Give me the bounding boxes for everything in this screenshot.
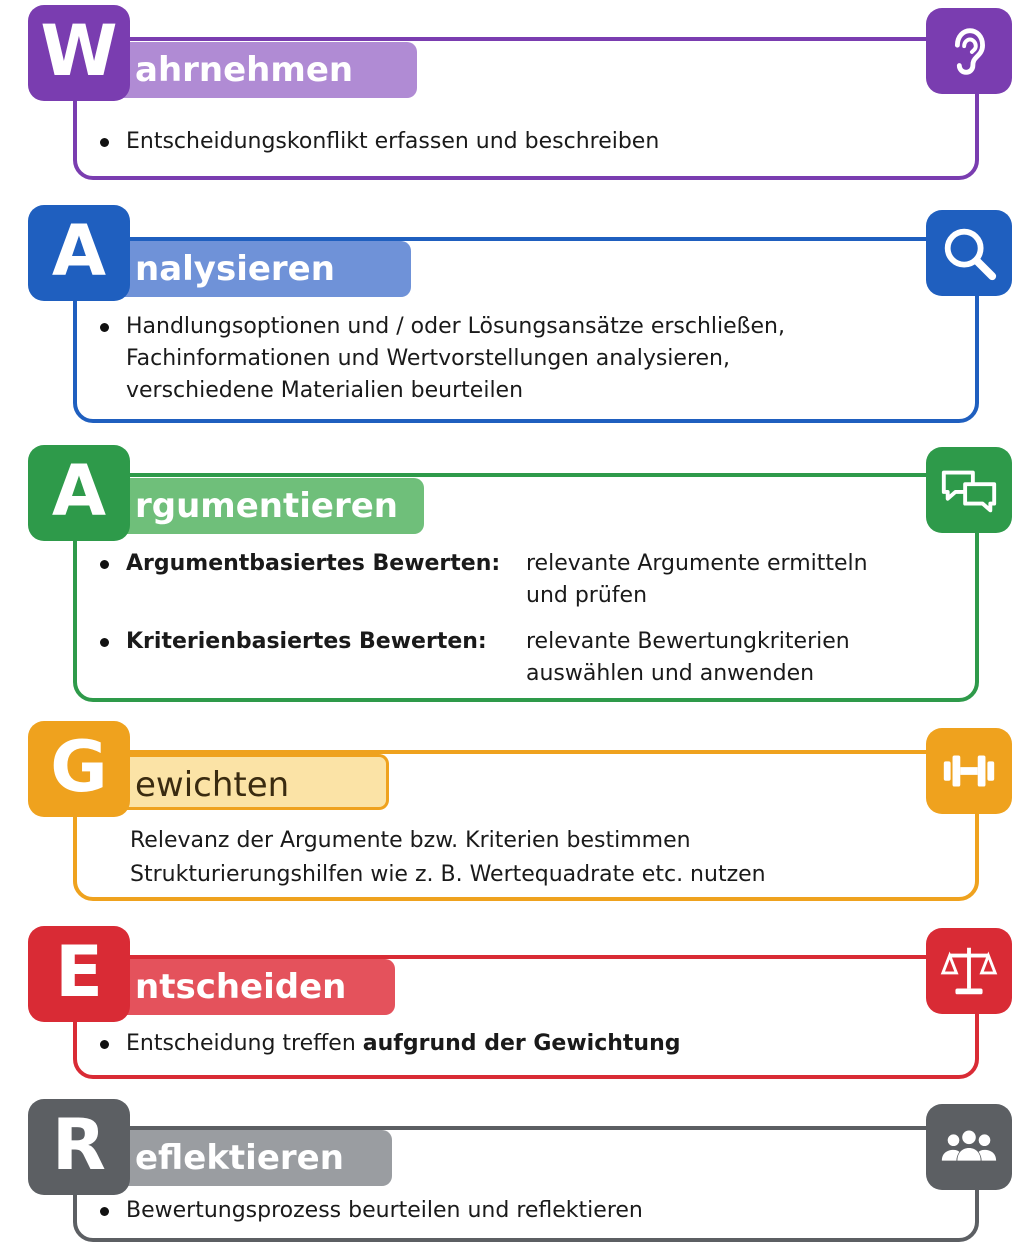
item-term: Argumentbasiertes Bewerten: <box>126 551 501 576</box>
step-band-analysieren: nalysieren <box>95 241 411 297</box>
step-band-wahrnehmen: ahrnehmen <box>95 42 417 98</box>
magnifier-icon-box <box>926 210 1012 296</box>
step-letter-w: W <box>28 5 130 101</box>
ear-icon-box <box>926 8 1012 94</box>
item-desc-line: relevante Bewertungkriterien <box>526 629 850 654</box>
step-letter-e: E <box>28 926 130 1022</box>
step-band-reflektieren: eflektieren <box>95 1130 392 1186</box>
speech-bubbles-icon <box>938 459 1000 521</box>
step-content-entscheiden <box>100 1028 681 1060</box>
list-item <box>100 548 940 612</box>
list-item: Bewertungsprozess beurteilen und reflektieren <box>100 1195 643 1227</box>
list-item-cont: Fachinformationen und Wertvorstellungen analysieren, <box>126 346 730 371</box>
item-text-bold: aufgrund der Gewichtung <box>362 1031 681 1056</box>
list-item: Handlungsoptionen und / oder Lösungsansätze erschließen, <box>100 311 785 343</box>
list-item: Strukturierungshilfen wie z. B. Wertequadrate etc. nutzen <box>130 862 766 887</box>
dumbbell-icon-box <box>926 728 1012 814</box>
item-desc-line: relevante Argumente ermitteln <box>526 551 868 576</box>
scales-icon-box <box>926 928 1012 1014</box>
step-content-argumentieren <box>100 548 940 690</box>
item-term: Kriterienbasiertes Bewerten: <box>126 629 487 654</box>
step-letter-r: R <box>28 1099 130 1195</box>
magnifier-icon <box>938 222 1000 284</box>
list-item <box>100 626 940 690</box>
ear-icon <box>938 20 1000 82</box>
item-text: Entscheidung treffen <box>126 1031 363 1056</box>
item-desc-line: auswählen und anwenden <box>526 661 815 686</box>
dumbbell-icon <box>938 740 1000 802</box>
step-letter-a2: A <box>28 445 130 541</box>
step-content-wahrnehmen <box>100 126 659 158</box>
scales-icon <box>938 940 1000 1002</box>
step-content-analysieren <box>100 311 785 407</box>
list-item <box>100 1028 681 1060</box>
group-icon <box>938 1116 1000 1178</box>
step-band-gewichten: ewichten <box>95 754 389 810</box>
step-band-entscheiden: ntscheiden <box>95 959 395 1015</box>
step-content-gewichten <box>100 825 766 891</box>
step-band-argumentieren: rgumentieren <box>95 478 424 534</box>
step-letter-g: G <box>28 721 130 817</box>
step-content-reflektieren <box>100 1195 643 1227</box>
item-desc <box>526 626 926 690</box>
step-letter-a1: A <box>28 205 130 301</box>
list-item: Entscheidungskonflikt erfassen und beschreiben <box>100 126 659 158</box>
list-item: Relevanz der Argumente bzw. Kriterien bestimmen <box>130 828 691 853</box>
item-desc-line: und prüfen <box>526 583 648 608</box>
speech-bubbles-icon-box <box>926 447 1012 533</box>
list-item-cont: verschiedene Materialien beurteilen <box>126 378 524 403</box>
item-desc <box>526 548 926 612</box>
group-icon-box <box>926 1104 1012 1190</box>
